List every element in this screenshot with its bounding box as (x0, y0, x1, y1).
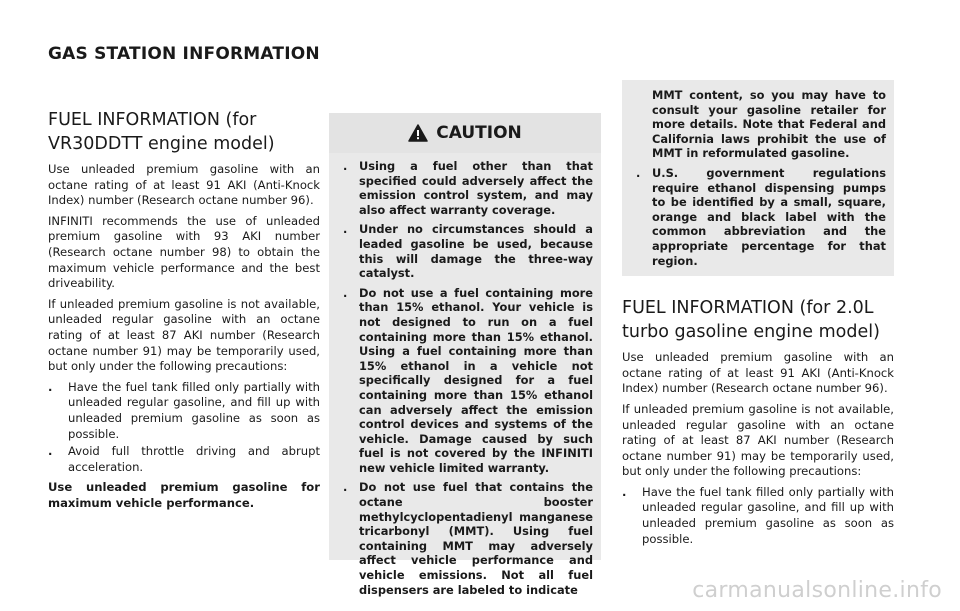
list-item: . Do not use a fuel containing more than 15% ethanol. Your vehicle is not designed to run on a fuel containing more than 15% ethanol. Using a fuel containing more than 15% ethanol in a vehicle not specifically designed for a fuel containing more than 15% ethanol can adversely affect the emission control devices and systems of the vehicle. Damage caused by such fuel is not covered by the INFINITI new vehicle limited warranty. (343, 285, 593, 475)
bold-paragraph: Use unleaded premium gasoline for maximum vehicle performance. (48, 480, 320, 510)
bullet-icon: . (343, 159, 348, 173)
bullet-icon: . (622, 484, 627, 499)
bullet-icon: . (343, 480, 348, 495)
paragraph: Use unleaded premium gasoline with an octane rating of at least 91 AKI (Anti-Knock Index) number (Research octane number 96). (48, 162, 320, 208)
list-item: . Have the fuel tank filled only partially with unleaded regular gasoline, and fill up with unleaded premium gasoline as soon as possible. (48, 379, 320, 441)
bullet-icon: . (343, 285, 348, 300)
list-item: . Do not use fuel that contains the octane booster methylcyclopentadienyl manganese tricarbonyl (MMT). Using fuel containing MMT may adversely affect vehicle performance and vehicle emissions. Not all fuel dispensers are labeled to indicate (343, 480, 593, 597)
warning-triangle-icon (408, 124, 428, 142)
precaution-list (48, 380, 320, 476)
caution-list (630, 166, 886, 268)
list-item: . Using a fuel other than that specified could adversely affect the emission control system, and may also affect warranty coverage. (343, 159, 593, 217)
precaution-list (622, 485, 894, 547)
list-item: . Under no circumstances should a leaded gasoline be used, because this will damage the three-way catalyst. (343, 222, 593, 281)
bullet-icon: . (48, 379, 53, 394)
list-item: . Have the fuel tank filled only partially with unleaded regular gasoline, and fill up with unleaded premium gasoline as soon as possible. (622, 484, 894, 546)
right-column (622, 80, 894, 552)
list-item: . Avoid full throttle driving and abrupt acceleration. (48, 444, 320, 474)
caution-header (329, 113, 601, 153)
left-column (48, 108, 320, 516)
caution-list (337, 159, 593, 597)
caution-continuation (622, 80, 894, 276)
watermark: carmanualsonline.info (692, 578, 942, 603)
caution-title: CAUTION (436, 123, 522, 143)
bullet-icon: . (48, 444, 53, 459)
bullet-icon: . (636, 165, 641, 180)
paragraph: If unleaded premium gasoline is not available, unleaded regular gasoline with an octane rating of at least 87 AKI number (Research octane number 91) may be temporarily used, but only under the following precautions: (622, 401, 894, 479)
section-heading-2-0l: FUEL INFORMATION (for 2.0L turbo gasoline engine model) (622, 298, 880, 343)
caution-box (329, 113, 601, 597)
page-title: GAS STATION INFORMATION (48, 44, 320, 64)
section-heading-vr30: FUEL INFORMATION (for VR30DDTT engine model) (48, 110, 275, 154)
paragraph: INFINITI recommends the use of unleaded premium gasoline with 93 AKI number (Research octane number 98) to obtain the maximum vehicle performance and the best driveability. (48, 213, 320, 291)
paragraph: If unleaded premium gasoline is not available, unleaded regular gasoline with an octane rating of at least 87 AKI number (Research octane number 91) may be temporarily used, but only under the following precautions: (48, 296, 320, 374)
list-item: . U.S. government regulations require ethanol dispensing pumps to be identified by a small, square, orange and black label with the common abbreviation and the appropriate percentage for that region. (636, 165, 886, 268)
bullet-icon: . (343, 222, 348, 237)
paragraph: Use unleaded premium gasoline with an octane rating of at least 91 AKI (Anti-Knock Index) number (Research octane number 96). (622, 350, 894, 396)
caution-continued-text: MMT content, so you may have to consult your gasoline retailer for more details. Note that Federal and California laws prohibit the use of MMT in reformulated gasoline. (652, 88, 886, 161)
